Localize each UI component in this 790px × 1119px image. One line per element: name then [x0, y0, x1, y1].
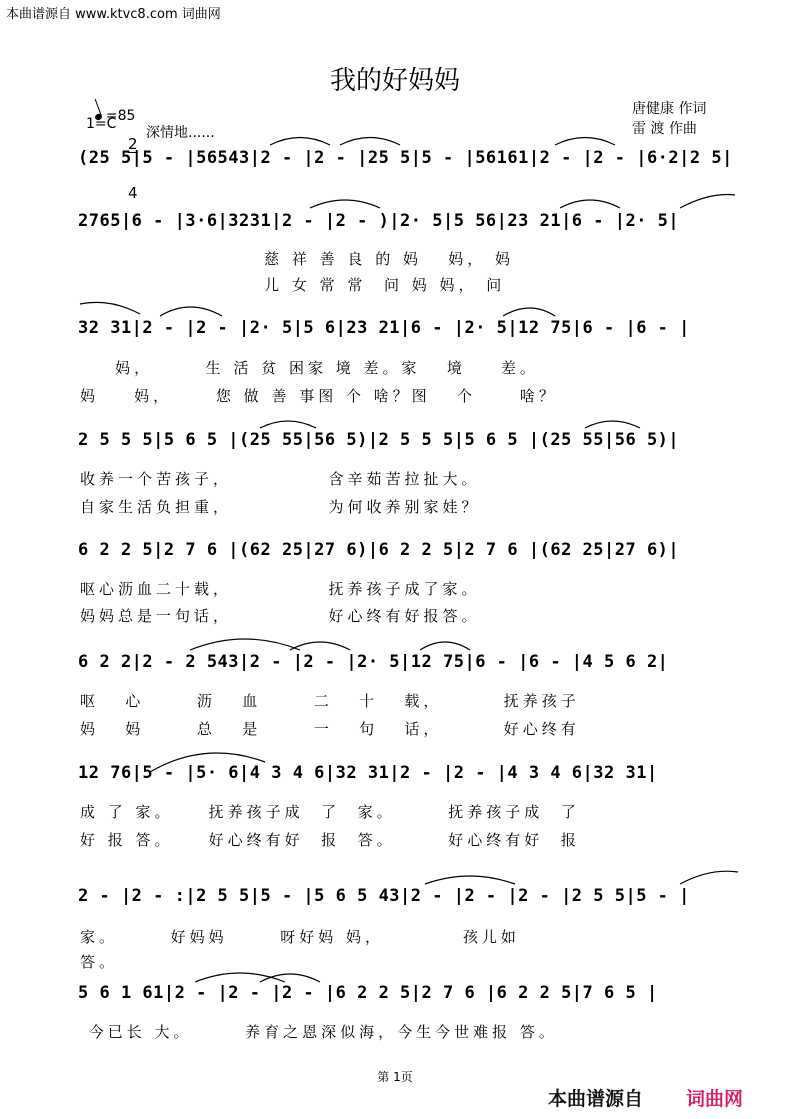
lyric-row-8a: 家。 好妈妈 呀好妈 妈， 孩儿如 [80, 928, 520, 946]
lyric-row-4a: 收养一个苦孩子， 含辛茹苦拉扯大。 [80, 470, 481, 488]
watermark-source: 本曲谱源自 [548, 1088, 644, 1110]
watermark-site: 词曲网 [686, 1088, 744, 1110]
lyric-row-9a: 今已长 大。 养育之恩深似海，今生今世难报 答。 [80, 1023, 558, 1041]
lyric-row-2b: 儿 女 常 常 问 妈 妈， 问 [80, 276, 506, 294]
slur [503, 308, 555, 316]
music-row-7: 12 76|5 - |5· 6|4 3 4 6|32 31|2 - |2 - |4 3 4 6|32 31| [78, 763, 658, 783]
lyric-row-7b: 好 报 答。 好心终有好 报 答。 好心终有好 报 [80, 831, 580, 849]
expression-marking: 深情地...... [146, 125, 215, 141]
music-row-6: 6 2 2|2 - 2 543|2 - |2 - |2· 5|12 75|6 - |6 - |4 5 6 2| [78, 652, 669, 672]
music-row-1: (25 5|5 - |56543|2 - |2 - |25 5|5 - |56161|2 - |2 - |6·2|2 5| [78, 148, 733, 168]
slur [310, 200, 380, 208]
tempo-value: =85 [105, 108, 136, 124]
slur [420, 642, 470, 650]
music-row-2: 2765|6 - |3·6|3231|2 - |2 - )|2· 5|5 56|23 21|6 - |2· 5| [78, 211, 680, 231]
lyric-row-6b: 妈 妈 总 是 一 句 话， 好心终有 [80, 720, 580, 738]
lyric-row-8b: 答。 [80, 953, 119, 971]
lyric-row-6a: 呕 心 沥 血 二 十 载， 抚养孩子 [80, 692, 580, 710]
slur [195, 973, 285, 982]
slur [340, 138, 400, 146]
slur [160, 307, 222, 316]
lyric-row-5a: 呕心沥血二十载， 抚养孩子成了家。 [80, 580, 481, 598]
slur [560, 200, 620, 208]
time-signature-bottom: 4 [128, 184, 138, 202]
source-header: 本曲谱源自 www.ktvc8.com 词曲网 [6, 7, 221, 22]
lyricist-credit: 唐健康 作词 [632, 101, 707, 117]
lyric-row-7a: 成 了 家。 抚养孩子成 了 家。 抚养孩子成 了 [80, 803, 580, 821]
music-row-5: 6 2 2 5|2 7 6 |(62 25|27 6)|6 2 2 5|2 7 6 |(62 25|27 6)| [78, 540, 680, 560]
slur [270, 138, 330, 146]
page-number: 第 1页 [377, 1070, 413, 1084]
music-row-9: 5 6 1 61|2 - |2 - |2 - |6 2 2 5|2 7 6 |6 2 2 5|7 6 5 | [78, 983, 658, 1003]
slur [260, 974, 320, 982]
time-signature-top: 2 [128, 135, 138, 153]
slur [585, 421, 640, 428]
composer-credit: 雷 渡 作曲 [632, 121, 697, 137]
slur [290, 642, 350, 650]
slur [260, 421, 316, 428]
music-row-8: 2 - |2 - :|2 5 5|5 - |5 6 5 43|2 - |2 - |2 - |2 5 5|5 - | [78, 886, 690, 906]
song-title: 我的好妈妈 [329, 66, 460, 96]
slur [190, 639, 300, 650]
slur [425, 876, 515, 884]
music-row-4: 2 5 5 5|5 6 5 |(25 55|56 5)|2 5 5 5|5 6 5 |(25 55|56 5)| [78, 430, 680, 450]
lyric-row-5b: 妈妈总是一句话， 好心终有好报答。 [80, 607, 481, 625]
lyric-row-3a: 妈， 生 活 贫 困家 境 差。家 境 差。 [80, 359, 539, 377]
lyric-row-4b: 自家生活负担重， 为何收养别家娃？ [80, 498, 481, 516]
music-row-3: 32 31|2 - |2 - |2· 5|5 6|23 21|6 - |2· 5|12 75|6 - |6 - | [78, 318, 690, 338]
key-signature: 1=C [86, 116, 117, 132]
slur [680, 195, 735, 208]
slur [555, 138, 615, 146]
lyric-row-2a: 慈 祥 善 良 的 妈 妈， 妈 [80, 250, 515, 268]
slur [680, 871, 738, 884]
lyric-row-3b: 妈 妈， 您 做 善 事图 个 啥？图 个 啥？ [80, 387, 558, 405]
slur [80, 302, 140, 314]
